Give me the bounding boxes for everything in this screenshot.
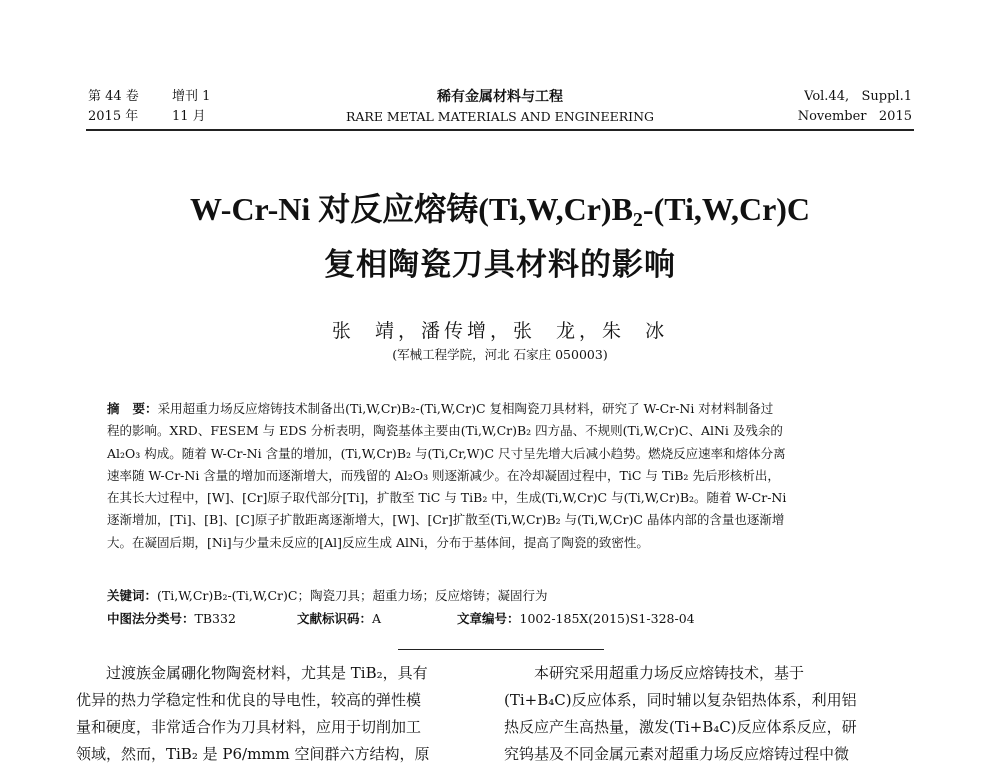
header-volume: 第 44 卷: [88, 89, 139, 104]
body-line: 领域，然而，TiB₂ 是 P6/mmm 空间群六方结构，原: [76, 745, 430, 763]
affiliation: (军械工程学院，河北 石家庄 050003): [392, 347, 608, 362]
body-line: 究钨基及不同金属元素对超重力场反应熔铸过程中微: [504, 745, 850, 763]
abstract-line: [107, 398, 893, 420]
article-label: 文章编号：: [457, 611, 520, 626]
paper-title-line1: [0, 188, 1000, 230]
body-line: 优异的热力学稳定性和优良的导电性，较高的弹性模: [76, 691, 422, 709]
header-month: 11 月: [172, 109, 206, 124]
journal-title-cn: 稀有金属材料与工程: [437, 89, 563, 105]
journal-title-en: RARE METAL MATERIALS AND ENGINEERING: [345, 109, 655, 124]
title-part-b: -(Ti,W,Cr)C: [642, 191, 811, 227]
abstract-text: 采用超重力场反应熔铸技术制备出(Ti,W,Cr)B₂-(Ti,W,Cr)C 复相陶瓷刀具材料，研究了 W-Cr-Ni 对材料制备过: [157, 401, 774, 416]
title-subscript: 2: [632, 209, 643, 231]
clc-label: 中图法分类号：: [107, 611, 195, 626]
body-column-left: [76, 660, 496, 768]
body-line: 热反应产生高热量，激发(Ti+B₄C)反应体系反应，研: [504, 718, 857, 736]
keywords-text: (Ti,W,Cr)B₂-(Ti,W,Cr)C；陶瓷刀具；超重力场；反应熔铸；凝固行为: [157, 588, 548, 603]
abstract-line: 在其长大过程中，[W]、[Cr]原子取代部分[Ti]，扩散至 TiC 与 TiB₂ 中，生成(Ti,W,Cr)C 与(Ti,W,Cr)B₂。随着 W-Cr-Ni: [107, 490, 787, 506]
classification: [107, 608, 893, 630]
abstract-line: 大。在凝固后期，[Ni]与少量未反应的[Al]反应生成 AlNi，分布于基体间，提高了陶瓷的致密性。: [107, 534, 649, 550]
abstract: [107, 398, 893, 554]
abstract-line: Al₂O₃ 构成。随着 W-Cr-Ni 含量的增加，(Ti,W,Cr)B₂ 与(Ti,Cr,W)C 尺寸呈先增大后减小趋势。燃烧反应速率和熔体分离: [107, 445, 786, 461]
article-block: [457, 608, 695, 630]
clc-block: [107, 608, 297, 630]
abstract-label: 摘 要：: [107, 401, 158, 416]
body-line: (Ti+B₄C)反应体系，同时辅以复杂铝热体系，利用铝: [504, 691, 857, 709]
header-vol-en: Vol.44, Suppl.1: [804, 89, 912, 104]
abstract-line: 程的影响。XRD、FESEM 与 EDS 分析表明，陶瓷基体主要由(Ti,W,Cr)B₂ 四方晶、不规则(Ti,W,Cr)C、AlNi 及残余的: [107, 423, 783, 439]
paper-title-line2: 复相陶瓷刀具材料的影响: [324, 247, 676, 283]
body-line: 量和硬度，非常适合作为刀具材料，应用于切削加工: [76, 718, 422, 736]
body-line: 本研究采用超重力场反应熔铸技术，基于: [534, 664, 805, 682]
title-part-a: W-Cr-Ni 对反应熔铸(Ti,W,Cr)B: [189, 191, 633, 227]
authors: 张 靖，潘传增，张 龙，朱 冰: [331, 320, 669, 342]
header-year: 2015 年: [88, 109, 139, 124]
header-issue: 增刊 1: [172, 89, 211, 104]
article-value: 1002-185X(2015)S1-328-04: [519, 611, 695, 626]
clc-value: TB332: [194, 611, 236, 626]
body-line: 过渡族金属硼化物陶瓷材料，尤其是 TiB₂，具有: [106, 664, 428, 682]
keywords: [107, 585, 893, 607]
body-column-right: [504, 660, 924, 768]
doc-value: A: [372, 611, 382, 626]
section-divider: [398, 649, 604, 650]
doc-block: [297, 608, 457, 630]
header-date-en: November 2015: [797, 109, 912, 124]
doc-label: 文献标识码：: [297, 611, 373, 626]
abstract-line: 速率随 W-Cr-Ni 含量的增加而逐渐增大，而残留的 Al₂O₃ 则逐渐减少。在冷却凝固过程中，TiC 与 TiB₂ 先后形核析出，: [107, 467, 780, 483]
keywords-label: 关键词：: [107, 588, 158, 603]
header-rule: [86, 129, 914, 131]
abstract-line: 逐渐增加，[Ti]、[B]、[C]原子扩散距离逐渐增大，[W]、[Cr]扩散至(Ti,W,Cr)B₂ 与(Ti,W,Cr)C 晶体内部的含量也逐渐增: [107, 512, 785, 528]
